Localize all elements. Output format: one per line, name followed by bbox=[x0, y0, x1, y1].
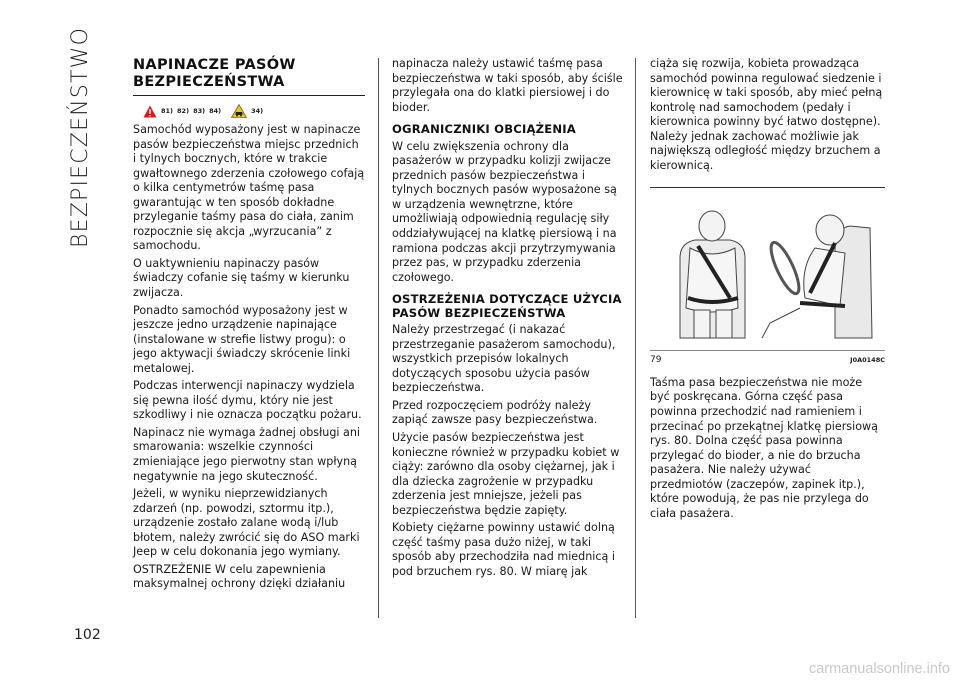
warning-ref: 82) bbox=[177, 106, 190, 115]
paragraph: Jeżeli, w wyniku nieprzewidzianych zdarzeń (np. powodzi, sztormu itp.), urządzenie zostało zalane wodą i/lub błotem, należy zwrócić się do ASO marki Jeep w celu dokonania jego wymiany. bbox=[133, 487, 360, 559]
warning-ref: 34) bbox=[251, 106, 264, 115]
section-heading: NAPINACZE PASÓW BEZPIECZEŃSTWA bbox=[133, 57, 365, 96]
page-number: 102 bbox=[74, 627, 101, 643]
paragraph: Podczas interwencji napinaczy wydziela się pewna ilość dymu, który nie jest szkodliwy i nie oznacza początku pożaru. bbox=[133, 379, 362, 422]
paragraph: Taśma pasa bezpieczeństwa nie może być poskręcana. Górna część pasa powinna przechodzić nad ramieniem i przecinać po przekątnej klatkę piersiową rys. 80. Dolna część pasa powinna przylegać do bioder, a nie do brzucha pasażera. Nie należy używać przedmiotów (zaczepów, zapinek itp.), które powodują, że pas nie przylega do ciała pasażera. bbox=[650, 375, 878, 520]
paragraph: OSTRZEŻENIE W celu zapewnienia maksymalnej ochrony dzięki działaniu bbox=[133, 562, 346, 591]
watermark: carmanualsonline.info bbox=[808, 661, 950, 677]
warning-ref: 83) bbox=[193, 106, 206, 115]
warning-references bbox=[143, 102, 365, 120]
section-side-title: BEZPIECZEŃSTWO bbox=[68, 26, 93, 248]
column-3 bbox=[650, 57, 885, 524]
column-divider bbox=[635, 58, 636, 618]
paragraph: Użycie pasów bezpieczeństwa jest konieczne również w przypadku kobiet w ciąży: zarówno dla osoby ciężarnej, jak i dla dziecka zagrożenie w przypadku zderzenia jest mniejsze, jeżeli pas bezpieczeństwa będzie zapięty. bbox=[392, 430, 620, 517]
paragraph: Kobiety ciężarne powinny ustawić dolną część taśmy pasa dużo niżej, w taki sposób aby przechodziła nad miednicą i pod brzuchem rys. 80. W miarę jak bbox=[392, 521, 615, 578]
subheading-seatbelt-warnings: OSTRZEŻENIA DOTYCZĄCE UŻYCIA PASÓW BEZPIECZEŃSTWA bbox=[392, 292, 622, 320]
figure-caption bbox=[650, 350, 885, 368]
warning-ref: 81) bbox=[161, 106, 174, 115]
paragraph: Przed rozpoczęciem podróży należy zapiąć zawsze pasy bezpieczeństwa. bbox=[392, 398, 598, 427]
paragraph: napinacza należy ustawić taśmę pasa bezpieczeństwa w taki sposób, aby ściśle przylegała ona do klatki piersiowej i do bioder. bbox=[392, 57, 623, 114]
paragraph: Napinacz nie wymaga żadnej obsługi ani smarowania: wszelkie czynności zmieniające jego pierwotny stan wpłyną negatywnie na jego skuteczność. bbox=[133, 425, 361, 483]
figure-number: 79 bbox=[650, 355, 662, 366]
column-divider bbox=[378, 58, 379, 618]
paragraph: ciąża się rozwija, kobieta prowadząca samochód powinna regulować siedzenie i kierownicę w taki sposób, aby mieć pełną kontrolę nad samochodem (pedały i kierownica powinny być łatwo dostępne). Należy jednak zachować możliwie jak największą odległość między brzuchem a kierownicą. bbox=[650, 57, 883, 172]
figure-code: J0A0148C bbox=[850, 356, 885, 365]
paragraph: Samochód wyposażony jest w napinacze pasów bezpieczeństwa miejsc przednich i tylnych bocznych, które w trakcie gwałtownego zderzenia czołowego cofają o kilka centymetrów taśmę pasa gwarantując w ten sposób dokładne przyleganie taśmy pasa do ciała, zanim rozpocznie się akcja „wyrzucania” z samochodu. bbox=[133, 123, 365, 253]
seatbelt-illustration bbox=[650, 198, 885, 348]
paragraph: Należy przestrzegać (i nakazać przestrzeganie pasażerom samochodu), wszystkich przepisów lokalnych dotyczących sposobu użycia pasów bezpieczeństwa. bbox=[392, 323, 616, 395]
paragraph: W celu zwiększenia ochrony dla pasażerów w przypadku kolizji zwijacze przednich pasów bezpieczeństwa i tylnych bocznych pasów wyposażone są w urządzenia wewnętrzne, które umożliwiają odpowiednią regulację siły oddziaływującej na klatkę piersiową i na ramiona podczas akcji przytrzymywania przez pas, w przypadku zderzenia czołowego. bbox=[392, 139, 617, 284]
warning-triangle-icon bbox=[143, 105, 157, 118]
column-2 bbox=[392, 57, 624, 582]
subheading-load-limiters: OGRANICZNIKI OBCIĄŻENIA bbox=[392, 122, 576, 137]
caution-car-icon bbox=[231, 104, 247, 118]
column-1 bbox=[133, 57, 365, 595]
warning-ref: 84) bbox=[209, 106, 222, 115]
figure-seatbelt-pregnancy bbox=[650, 187, 885, 348]
paragraph: Ponadto samochód wyposażony jest w jeszcze jedno urządzenie napinające (instalowane w strefie listwy progu): o jego aktywacji świadczy skrócenie linki metalowej. bbox=[133, 303, 351, 375]
paragraph: O uaktywnieniu napinaczy pasów świadczy cofanie się taśmy w kierunku zwijacza. bbox=[133, 256, 350, 300]
